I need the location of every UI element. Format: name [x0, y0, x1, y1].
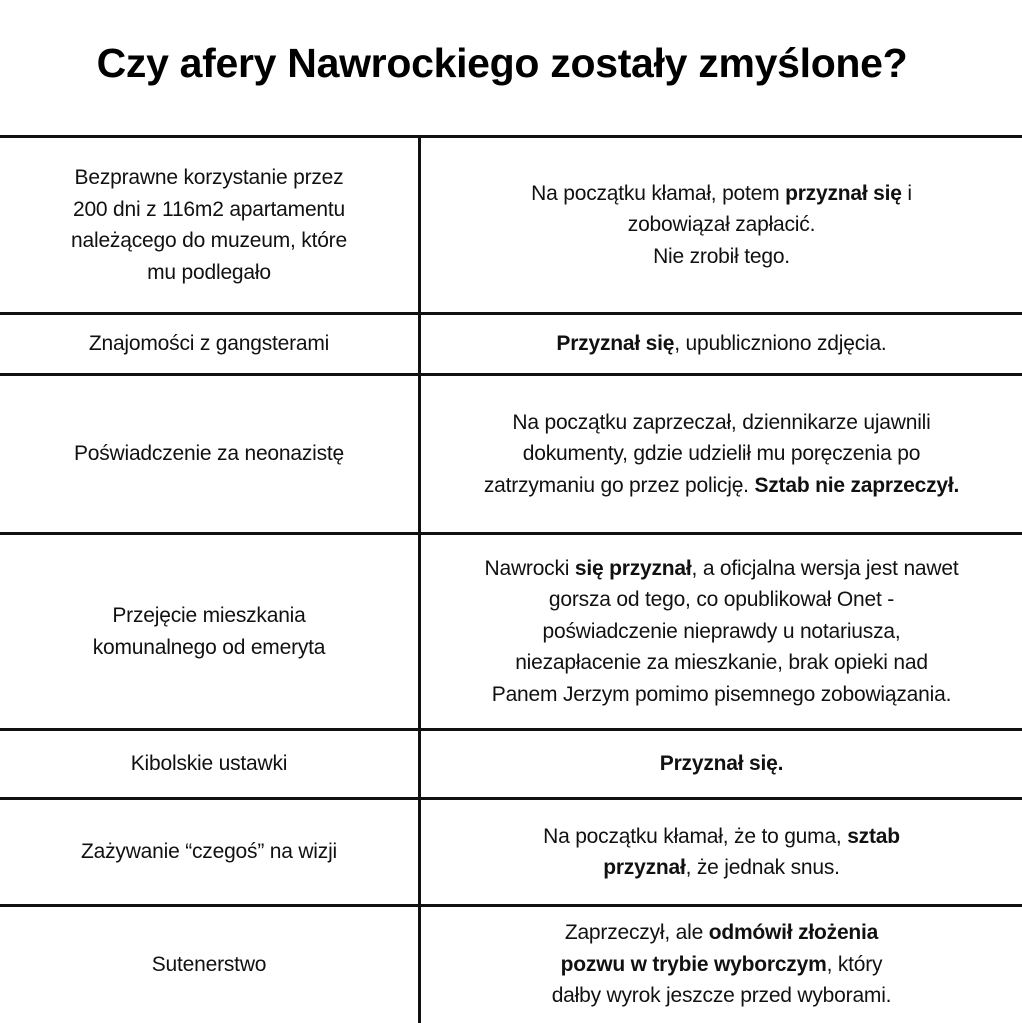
- affair-name-line: mu podlegało: [147, 260, 271, 284]
- response-line: [565, 917, 878, 949]
- response-line: [543, 821, 900, 853]
- affair-name-cell: [0, 535, 418, 728]
- response-emphasis: się przyznał: [574, 556, 692, 580]
- response-text: , upubliczniono zdjęcia.: [674, 332, 887, 356]
- response-line: [515, 647, 928, 679]
- affair-name-cell: [0, 731, 418, 797]
- response-cell: [421, 138, 1022, 312]
- response-text: , a oficjalna wersja jest nawet: [691, 556, 959, 580]
- response-emphasis: pozwu w trybie wyborczym: [560, 952, 827, 976]
- response-line: [552, 980, 892, 1012]
- affair-name-cell: [0, 376, 418, 532]
- response-text: niezapłacenie za mieszkanie, brak opieki nad: [515, 651, 928, 675]
- response-emphasis: Sztab nie zaprzeczył.: [754, 473, 960, 497]
- response-emphasis: Przyznał się.: [659, 752, 784, 776]
- response-text: Na początku zaprzeczał, dziennikarze ujawnili: [512, 410, 931, 434]
- response-line: [523, 438, 920, 470]
- response-text: Nie zrobił tego.: [653, 244, 790, 268]
- affair-name-cell: [0, 800, 418, 904]
- response-line: [485, 553, 959, 585]
- response-text: poświadczenie nieprawdy u notariusza,: [542, 619, 901, 643]
- response-line: [492, 679, 951, 711]
- response-text: Panem Jerzym pomimo pisemnego zobowiązania.: [491, 682, 952, 706]
- affair-name-line: Przejęcie mieszkania: [112, 604, 306, 627]
- response-text: Na początku kłamał, potem: [531, 181, 786, 205]
- affair-name-line: Zażywanie “czegoś” na wizji: [80, 840, 338, 864]
- response-cell: [421, 907, 1022, 1022]
- response-text: , który: [826, 952, 883, 976]
- response-cell: [421, 376, 1022, 532]
- response-text: gorsza od tego, co opublikował Onet -: [548, 588, 895, 612]
- response-emphasis: przyznał: [603, 856, 686, 879]
- response-text: dałby wyrok jeszcze przed wyborami.: [551, 984, 892, 1008]
- response-line: [512, 407, 930, 439]
- response-line: [531, 178, 912, 210]
- affair-name-cell: [0, 315, 418, 373]
- affair-name-line: Kibolskie ustawki: [130, 752, 288, 776]
- response-line: [653, 241, 790, 273]
- affair-name-line: należącego do muzeum, które: [71, 229, 347, 252]
- affair-name-line: Sutenerstwo: [151, 952, 267, 976]
- response-line: [484, 470, 959, 502]
- response-cell: [421, 731, 1022, 797]
- page-title: Czy afery Nawrockiego zostały zmyślone?: [96, 40, 908, 86]
- response-cell: [421, 800, 1022, 904]
- affair-name-line: komunalnego od emeryta: [92, 635, 326, 659]
- response-text: Na początku kłamał, że to guma,: [543, 824, 848, 848]
- response-text: Zaprzeczył, ale: [564, 921, 709, 945]
- response-text: zobowiązał zapłacić.: [627, 213, 816, 237]
- affair-name-line: Znajomości z gangsterami: [88, 332, 330, 356]
- affair-name-line: Poświadczenie za neonazistę: [73, 442, 345, 466]
- response-line: [603, 852, 840, 884]
- response-cell: [421, 315, 1022, 373]
- response-text: Nawrocki: [484, 556, 575, 580]
- response-text: dokumenty, gdzie udzielił mu poręczenia po: [522, 442, 921, 466]
- affair-name-cell: [0, 907, 418, 1022]
- response-emphasis: Przyznał się: [556, 332, 675, 356]
- response-emphasis: przyznał się: [785, 181, 902, 205]
- response-cell: [421, 535, 1022, 728]
- response-line: [628, 209, 815, 241]
- response-text: , że jednak snus.: [685, 856, 840, 879]
- response-line: [543, 616, 901, 648]
- affair-name-cell: [0, 138, 418, 312]
- response-line: [660, 748, 783, 780]
- response-line: [561, 949, 883, 981]
- affair-name-line: 200 dni z 116m2 apartamentu: [72, 197, 346, 221]
- response-emphasis: odmówił złożenia: [708, 921, 879, 945]
- response-text: i: [901, 181, 912, 205]
- response-line: [549, 584, 894, 616]
- response-emphasis: sztab: [847, 824, 900, 848]
- response-text: zatrzymaniu go przez policję.: [483, 473, 755, 497]
- affair-name-line: Bezprawne korzystanie przez: [74, 166, 344, 189]
- response-line: [556, 328, 886, 360]
